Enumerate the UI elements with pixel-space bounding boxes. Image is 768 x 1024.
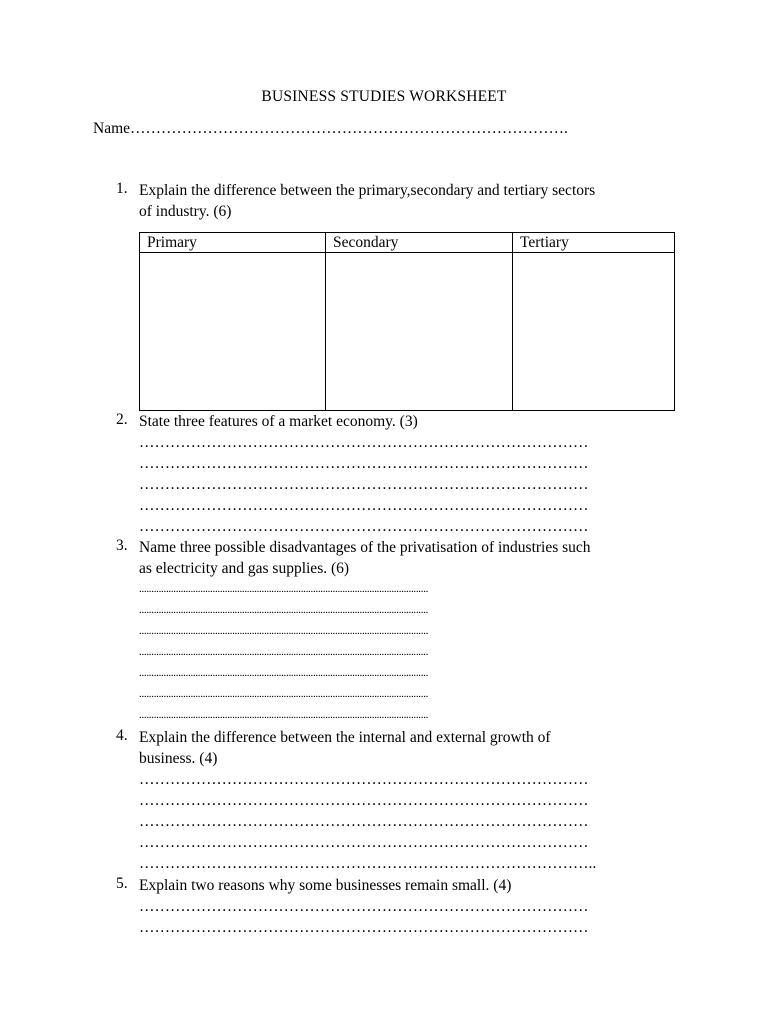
worksheet-title: BUSINESS STUDIES WORKSHEET <box>261 88 507 105</box>
sectors-table <box>139 232 675 411</box>
header-tertiary: Tertiary <box>513 233 675 253</box>
question-line: State three features of a market economy. (3) <box>139 413 418 430</box>
question-text <box>139 537 684 579</box>
header-secondary: Secondary <box>326 233 513 253</box>
question-text <box>139 411 684 432</box>
table-header-row <box>140 233 675 253</box>
question-text <box>139 180 684 222</box>
answer-line[interactable]: ...................................................................................................................... <box>139 646 429 658</box>
header-primary: Primary <box>140 233 326 253</box>
question-line: Name three possible disadvantages of the privatisation of industries such <box>139 539 591 556</box>
question-line: Explain the difference between the internal and external growth of <box>139 729 551 746</box>
tertiary-answer-cell[interactable] <box>513 253 675 411</box>
question-line: Explain two reasons why some businesses remain small. (4) <box>139 877 512 894</box>
question-number: 3. <box>116 537 128 554</box>
answer-line[interactable]: ...................................................................................................................... <box>139 688 429 700</box>
question-text <box>139 727 684 769</box>
answer-line[interactable]: ...................................................................................................................... <box>139 667 429 679</box>
answer-line[interactable]: …………………………………………………………………………… <box>139 898 589 915</box>
primary-answer-cell[interactable] <box>140 253 326 411</box>
answer-line[interactable]: ...................................................................................................................... <box>139 583 429 595</box>
secondary-answer-cell[interactable] <box>326 253 513 411</box>
question-line: of industry. (6) <box>139 203 232 220</box>
question-number: 5. <box>116 875 128 892</box>
question-line: as electricity and gas supplies. (6) <box>139 560 350 577</box>
question-text <box>139 875 684 896</box>
answer-line[interactable]: …………………………………………………………………………… <box>139 792 589 809</box>
answer-line[interactable]: …………………………………………………………………………… <box>139 497 589 514</box>
question-number: 4. <box>116 727 128 744</box>
answer-line[interactable]: ...................................................................................................................... <box>139 709 429 721</box>
question-line: business. (4) <box>139 750 218 767</box>
question-line: Explain the difference between the primary,secondary and tertiary sectors <box>139 182 596 199</box>
answer-line[interactable]: …………………………………………………………………………… <box>139 834 589 851</box>
answer-line[interactable]: …………………………………………………………………………… <box>139 434 589 451</box>
answer-line[interactable]: …………………………………………………………………………… <box>139 455 589 472</box>
answer-line[interactable]: ...................................................................................................................... <box>139 625 429 637</box>
answer-line[interactable]: …………………………………………………………………………… <box>139 476 589 493</box>
answer-line[interactable]: …………………………………………………………………………… <box>139 919 589 936</box>
question-number: 1. <box>116 180 128 197</box>
answer-line[interactable]: …………………………………………………………………………… <box>139 771 589 788</box>
name-field[interactable]: Name…………………………………………………………………………. <box>93 120 568 137</box>
answer-line[interactable]: …………………………………………………………………………….. <box>139 855 597 872</box>
table-row <box>140 253 675 411</box>
answer-line[interactable]: ...................................................................................................................... <box>139 604 429 616</box>
question-number: 2. <box>116 411 128 428</box>
answer-line[interactable]: …………………………………………………………………………… <box>139 813 589 830</box>
answer-line[interactable]: …………………………………………………………………………… <box>139 518 589 535</box>
